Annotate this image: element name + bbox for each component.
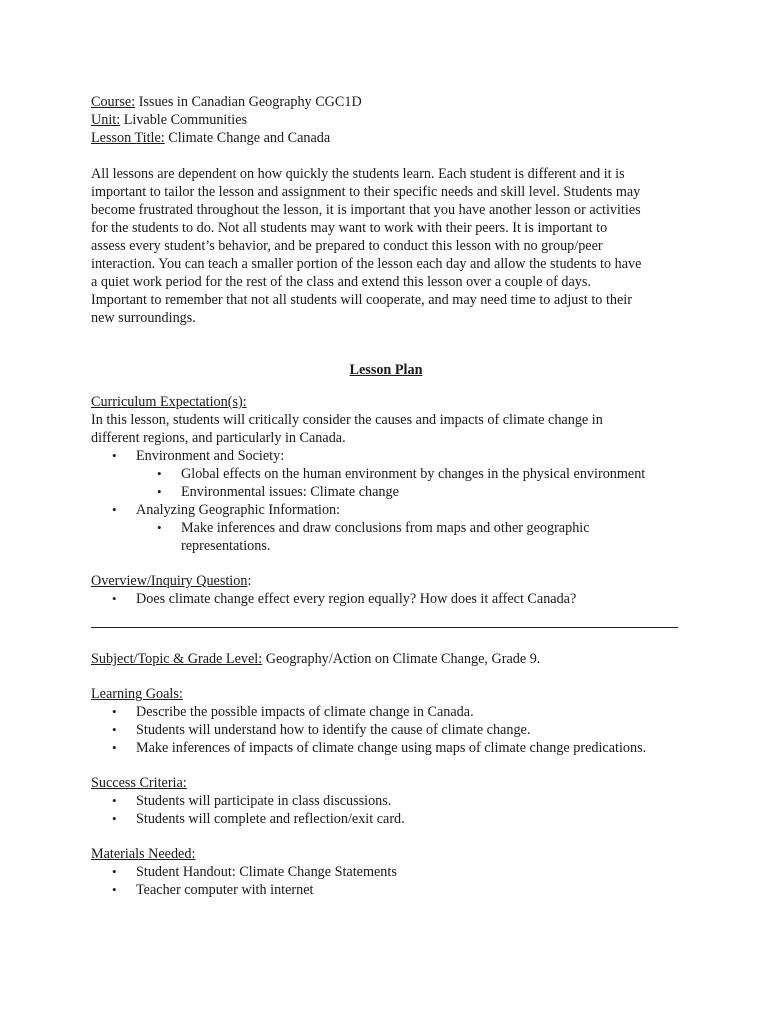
list-item: • Students will participate in class discussions. xyxy=(91,792,681,810)
success-criteria-list xyxy=(91,792,681,828)
curriculum-strands-list xyxy=(91,447,681,555)
list-item: • Teacher computer with internet xyxy=(91,881,681,899)
list-item: • Describe the possible impacts of climate change in Canada. xyxy=(91,703,681,721)
course-value: Issues in Canadian Geography CGC1D xyxy=(135,94,362,110)
strand-label: Environment and Society: xyxy=(136,448,285,464)
overview-section xyxy=(91,572,681,608)
intro-line: a quiet work period for the rest of the class and extend this lesson over a couple of days. xyxy=(91,274,591,290)
subject-label: Subject/Topic & Grade Level: xyxy=(91,651,263,667)
intro-paragraph xyxy=(91,165,681,327)
lesson-title-label: Lesson Title: xyxy=(91,130,165,146)
lesson-title-line xyxy=(91,129,681,147)
learning-goals-list xyxy=(91,703,681,757)
list-item: • Students will complete and reflection/exit card. xyxy=(91,810,681,828)
horizontal-divider xyxy=(91,627,678,628)
success-criteria-heading: Success Criteria: xyxy=(91,775,187,791)
curriculum-description-line: In this lesson, students will critically consider the causes and impacts of climate change in xyxy=(91,412,603,428)
strand-label: Analyzing Geographic Information: xyxy=(136,502,341,518)
subject-value: Geography/Action on Climate Change, Grade 9. xyxy=(262,651,541,667)
list-item-analyzing-geographic-information xyxy=(91,501,681,555)
document-header xyxy=(91,93,681,147)
lesson-plan-title: Lesson Plan xyxy=(349,362,423,378)
list-item-environment-society xyxy=(91,447,681,501)
unit-line xyxy=(91,111,681,129)
list-item: • Global effects on the human environment by changes in the physical environment xyxy=(136,465,681,483)
unit-value: Livable Communities xyxy=(120,112,248,128)
overview-list xyxy=(91,590,681,608)
intro-line: important to tailor the lesson and assignment to their specific needs and skill level. Students may xyxy=(91,184,641,200)
list-item: • Environmental issues: Climate change xyxy=(136,483,681,501)
list-item: • Make inferences of impacts of climate change using maps of climate change predications. xyxy=(91,739,681,757)
subject-section xyxy=(91,650,681,668)
list-item: • Does climate change effect every region equally? How does it affect Canada? xyxy=(91,590,681,608)
overview-heading-line xyxy=(91,572,681,590)
intro-line: assess every student’s behavior, and be prepared to conduct this lesson with no group/peer xyxy=(91,238,603,254)
learning-goals-heading: Learning Goals: xyxy=(91,686,183,702)
document-page xyxy=(91,93,681,899)
list-item-line: • Make inferences and draw conclusions from maps and other geographic xyxy=(181,520,590,536)
list-item: • Student Handout: Climate Change Statements xyxy=(91,863,681,881)
list-item-line: representations. xyxy=(181,538,271,554)
strand-sublist xyxy=(136,519,681,555)
lesson-title-value: Climate Change and Canada xyxy=(164,130,331,146)
intro-line: All lessons are dependent on how quickly the students learn. Each student is different and it is xyxy=(91,166,625,182)
curriculum-heading: Curriculum Expectation(s): xyxy=(91,394,247,410)
intro-line: Important to remember that not all students will cooperate, and may need time to adjust to their xyxy=(91,292,632,308)
materials-list xyxy=(91,863,681,899)
course-label: Course: xyxy=(91,94,136,110)
learning-goals-section xyxy=(91,685,681,757)
course-line xyxy=(91,93,681,111)
intro-line: become frustrated throughout the lesson, it is important that you have another lesson or activities xyxy=(91,202,641,218)
unit-label: Unit: xyxy=(91,112,121,128)
materials-section xyxy=(91,845,681,899)
subject-line xyxy=(91,650,681,668)
list-item xyxy=(136,519,681,555)
curriculum-section xyxy=(91,393,681,555)
materials-heading: Materials Needed: xyxy=(91,846,196,862)
success-criteria-section xyxy=(91,774,681,828)
strand-sublist xyxy=(136,465,681,501)
overview-heading: Overview/Inquiry Question xyxy=(91,573,248,589)
intro-line: for the students to do. Not all students may want to work with their peers. It is important to xyxy=(91,220,608,236)
intro-line: new surroundings. xyxy=(91,310,196,326)
overview-colon: : xyxy=(247,573,252,589)
curriculum-description-line: different regions, and particularly in Canada. xyxy=(91,430,346,446)
list-item: • Students will understand how to identify the cause of climate change. xyxy=(91,721,681,739)
intro-line: interaction. You can teach a smaller portion of the lesson each day and allow the students to have xyxy=(91,256,642,272)
